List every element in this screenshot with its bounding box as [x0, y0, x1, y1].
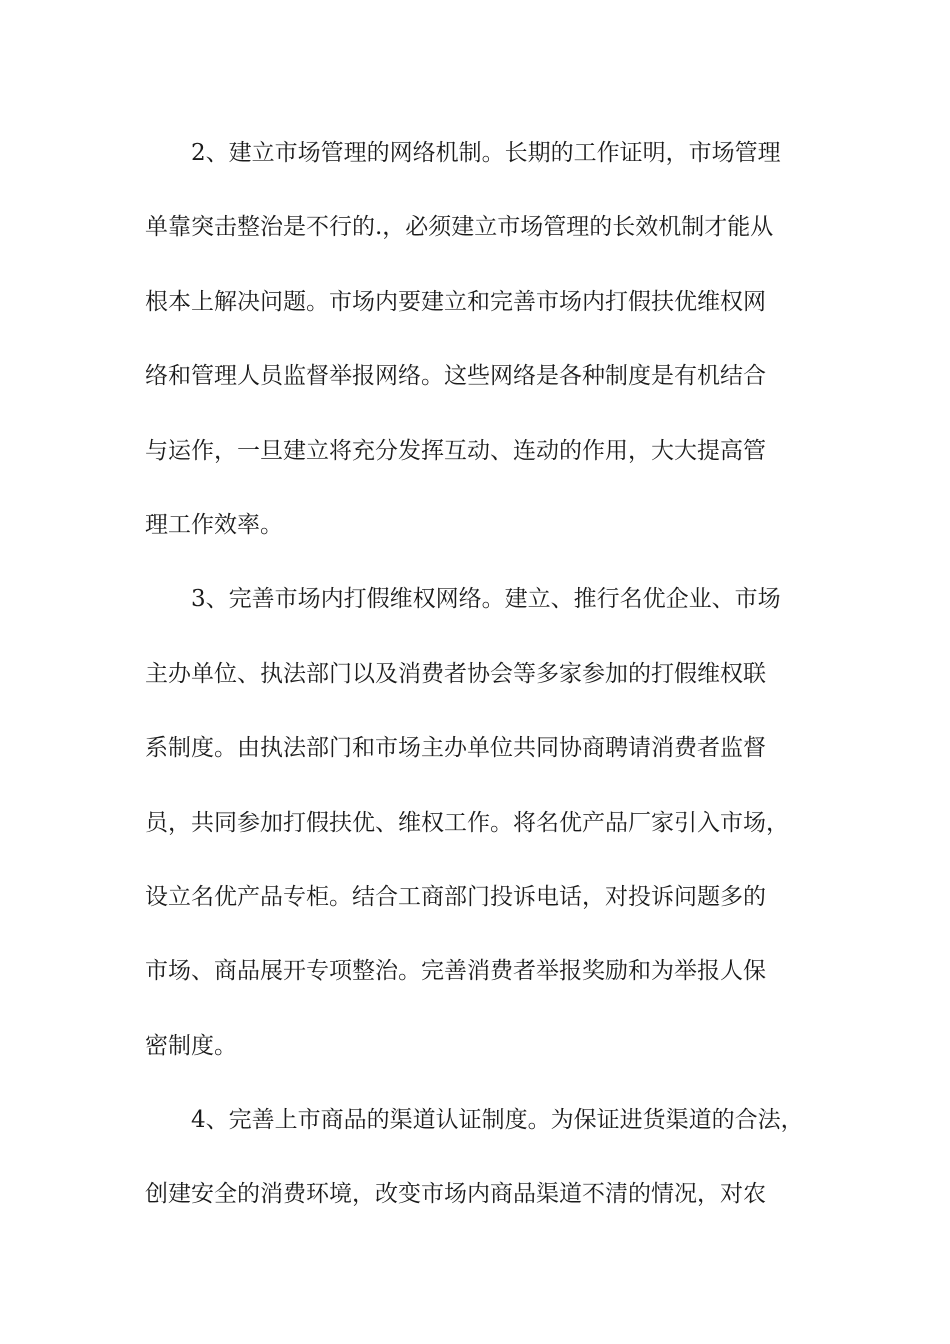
text-line: 根本上解决问题。市场内要建立和完善市场内打假扶优维权网 [145, 288, 766, 315]
text-line: 4、完善上市商品的渠道认证制度。为保证进货渠道的合法， [191, 1107, 804, 1134]
text-line: 主办单位、执法部门以及消费者协会等多家参加的打假维权联 [145, 660, 766, 687]
text-line: 市场、商品展开专项整治。完善消费者举报奖励和为举报人保 [145, 958, 766, 985]
text-line: 员，共同参加打假扶优、维权工作。将名优产品厂家引入市场， [145, 809, 789, 836]
text-line: 络和管理人员监督举报网络。这些网络是各种制度是有机结合 [145, 363, 766, 390]
text-line: 2、建立市场管理的网络机制。长期的工作证明，市场管理 [191, 140, 781, 166]
text-line: 单靠突击整治是不行的.，必须建立市场管理的长效机制才能从 [145, 214, 774, 241]
document-body [145, 130, 815, 1246]
text-line: 设立名优产品专柜。结合工商部门投诉电话，对投诉问题多的 [145, 883, 766, 910]
text-line: 理工作效率。 [145, 511, 283, 538]
text-line: 系制度。由执法部门和市场主办单位共同协商聘请消费者监督 [145, 735, 766, 762]
text-line: 密制度。 [145, 1032, 237, 1059]
text-line: 与运作，一旦建立将充分发挥互动、连动的作用，大大提高管 [145, 437, 766, 464]
text-line: 3、完善市场内打假维权网络。建立、推行名优企业、市场 [191, 586, 781, 613]
text-line: 创建安全的消费环境，改变市场内商品渠道不清的情况，对农 [145, 1181, 766, 1208]
